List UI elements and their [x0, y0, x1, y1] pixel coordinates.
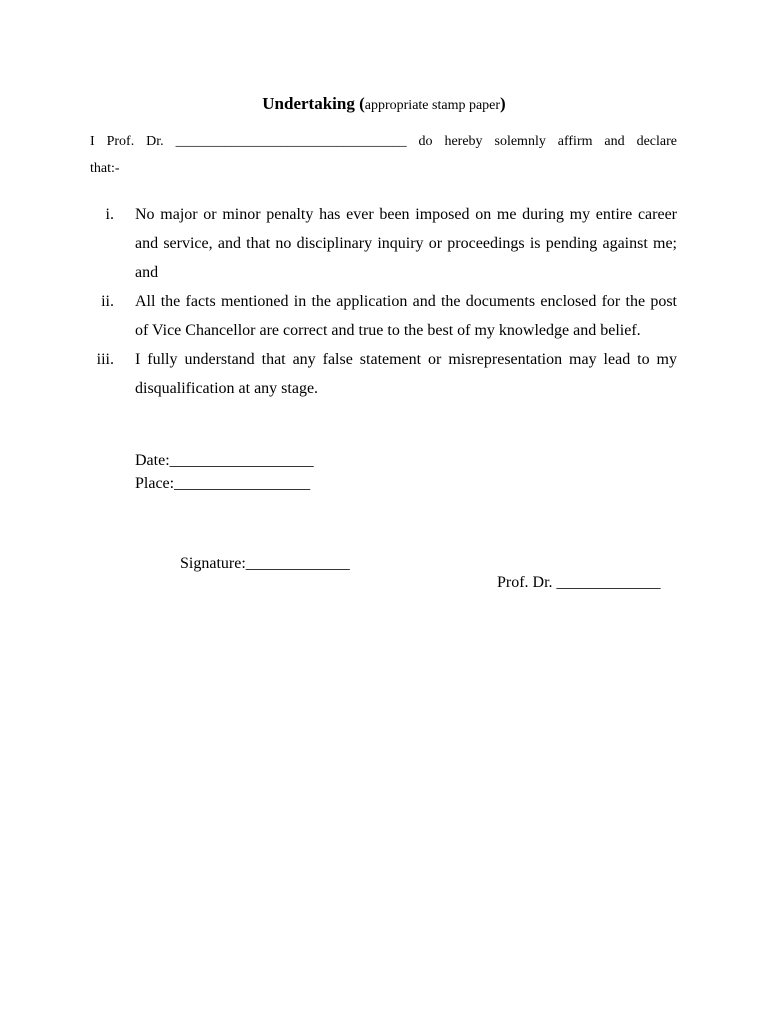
intro-line-2: that:-: [90, 161, 120, 176]
item-text: No major or minor penalty has ever been imposed on me during my entire career and service, and that no disciplinary inquiry or proceedings is pending against me; and: [135, 206, 677, 281]
title-subtitle: appropriate stamp paper: [364, 98, 501, 113]
item-number: ii.: [101, 293, 114, 310]
date-field: Date:__________________: [135, 452, 314, 469]
title-main: Undertaking (: [262, 94, 365, 113]
document-title: [0, 92, 768, 118]
title-close: ): [500, 94, 506, 113]
declaration-list: [90, 200, 677, 403]
declaration-item: [90, 287, 677, 345]
place-field: Place:_________________: [135, 475, 311, 492]
declaration-item: [90, 345, 677, 403]
prof-name-field: Prof. Dr. _____________: [497, 574, 661, 591]
intro-line-1: I Prof. Dr. _________________________________ do hereby solemnly affirm and declare: [90, 134, 677, 149]
item-text: All the facts mentioned in the application and the documents enclosed for the post of Vice Chancellor are correct and true to the best of my knowledge and belief.: [135, 293, 677, 339]
item-number: i.: [105, 206, 114, 223]
declaration-item: [90, 200, 677, 287]
signature-field: Signature:_____________: [180, 555, 350, 572]
item-text: I fully understand that any false statement or misrepresentation may lead to my disqualification at any stage.: [135, 351, 677, 397]
item-number: iii.: [96, 351, 114, 368]
